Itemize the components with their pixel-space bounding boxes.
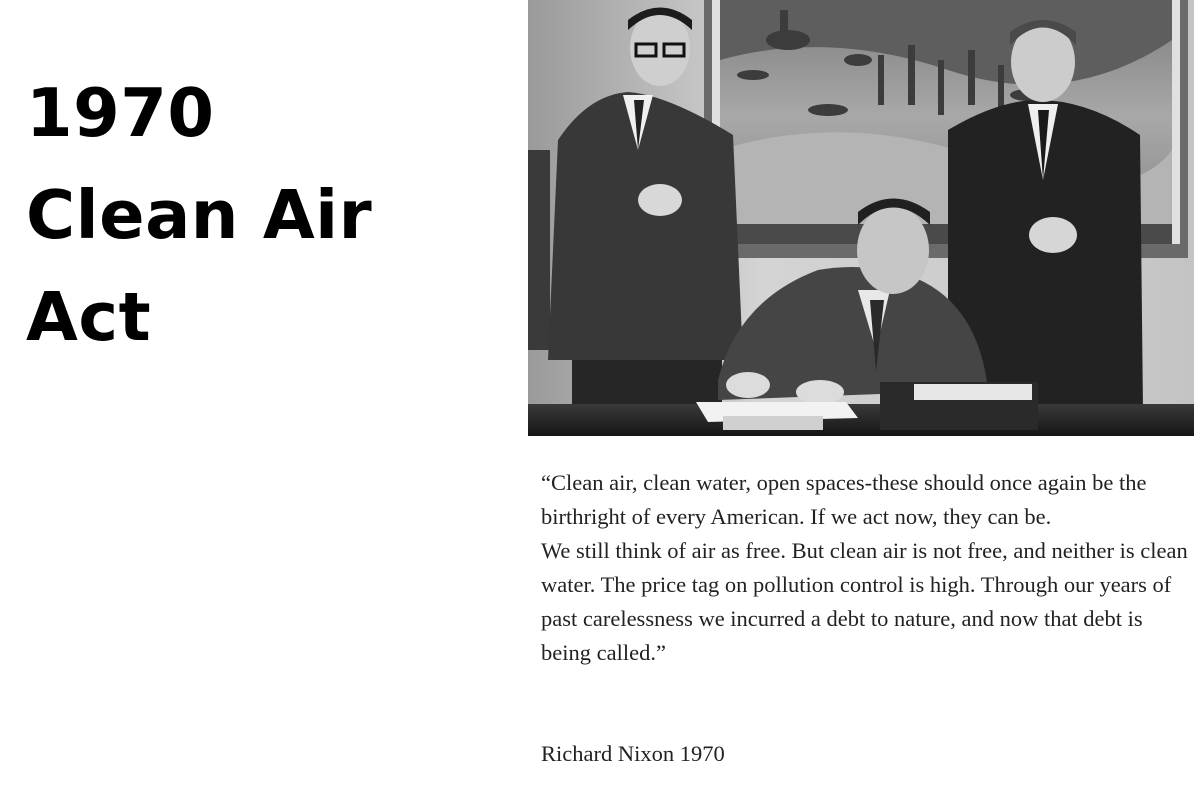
pen-box-lid	[914, 384, 1032, 400]
document-binder	[723, 416, 823, 430]
left-shadow	[528, 150, 550, 350]
photo-illustration	[528, 0, 1194, 436]
nixon-quote	[541, 466, 1191, 670]
quote-paragraph-2: We still think of air as free. But clean air is not free, and neither is clean water. The price tag on pollution control is high. Through our years of past carelessness we incurred a debt to nature, and now that debt is being called.”	[541, 538, 1188, 665]
quote-paragraph-1: “Clean air, clean water, open spaces-these should once again be the birthright of every American. If we act now, they can be.	[541, 470, 1147, 529]
desk	[528, 404, 1194, 436]
title-line-clean-air: Clean Air	[26, 176, 373, 254]
title-line-year: 1970	[26, 74, 215, 152]
quote-attribution: Richard Nixon 1970	[541, 741, 725, 766]
slide-title	[26, 62, 506, 368]
title-line-act: Act	[26, 278, 152, 356]
bill-signing-photo	[528, 0, 1194, 436]
